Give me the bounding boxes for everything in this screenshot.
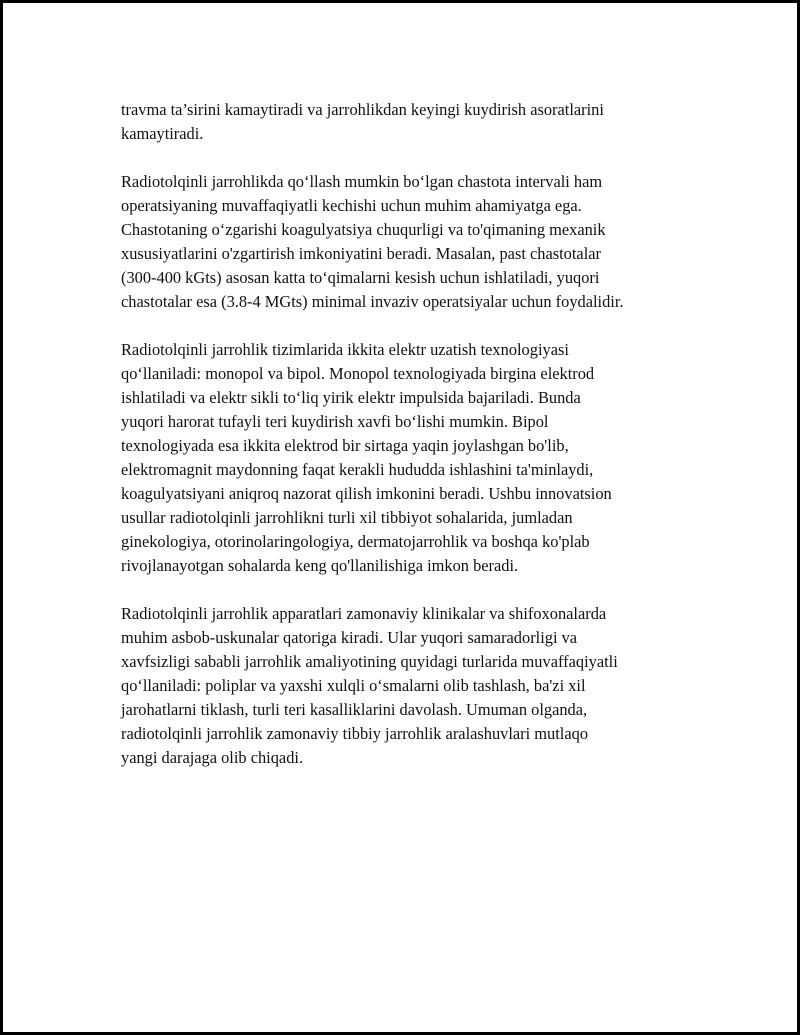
text-line: qo‘llaniladi: monopol va bipol. Monopol texnologiyada birgina elektrod	[121, 364, 595, 383]
paragraph-4	[121, 602, 693, 770]
paragraph-3	[121, 338, 693, 578]
text-line: kamaytiradi.	[121, 124, 204, 143]
text-line: koagulyatsiyani aniqroq nazorat qilish imkonini beradi. Ushbu innovatsion	[121, 484, 612, 503]
text-line: operatsiyaning muvaffaqiyatli kechishi uchun muhim ahamiyatga ega.	[121, 196, 582, 215]
text-line: jarohatlarni tiklash, turli teri kasalliklarini davolash. Umuman olganda,	[121, 700, 588, 719]
document-body	[121, 98, 693, 794]
paragraph-2	[121, 170, 693, 314]
paragraph-1	[121, 98, 693, 146]
text-line: travma ta’sirini kamaytiradi va jarrohlikdan keyingi kuydirish asoratlarini	[121, 100, 604, 119]
text-line: elektromagnit maydonning faqat kerakli hududda ishlashini ta'minlaydi,	[121, 460, 594, 479]
text-line: (300-400 kGts) asosan katta to‘qimalarni kesish uchun ishlatiladi, yuqori	[121, 268, 600, 287]
text-line: rivojlanayotgan sohalarda keng qo'llanilishiga imkon beradi.	[121, 556, 519, 575]
text-line: ishlatiladi va elektr sikli to‘liq yirik elektr impulsida bajariladi. Bunda	[121, 388, 581, 407]
text-line: Radiotolqinli jarrohlik apparatlari zamonaviy klinikalar va shifoxonalarda	[121, 604, 607, 623]
text-line: chastotalar esa (3.8-4 MGts) minimal invaziv operatsiyalar uchun foydalidir.	[121, 292, 624, 311]
text-line: radiotolqinli jarrohlik zamonaviy tibbiy jarrohlik aralashuvlari mutlaqo	[121, 724, 589, 743]
text-line: xususiyatlarini o'zgartirish imkoniyatini beradi. Masalan, past chastotalar	[121, 244, 601, 263]
text-line: yangi darajaga olib chiqadi.	[121, 748, 304, 767]
text-line: Radiotolqinli jarrohlik tizimlarida ikkita elektr uzatish texnologiyasi	[121, 340, 569, 359]
text-line: xavfsizligi sababli jarrohlik amaliyotining quyidagi turlarida muvaffaqiyatli	[121, 652, 618, 671]
text-line: Radiotolqinli jarrohlikda qo‘llash mumkin bo‘lgan chastota intervali ham	[121, 172, 603, 191]
text-line: qo‘llaniladi: poliplar va yaxshi xulqli o‘smalarni olib tashlash, ba'zi xil	[121, 676, 586, 695]
text-line: muhim asbob-uskunalar qatoriga kiradi. Ular yuqori samaradorligi va	[121, 628, 578, 647]
text-line: Chastotaning o‘zgarishi koagulyatsiya chuqurligi va to'qimaning mexanik	[121, 220, 606, 239]
text-line: usullar radiotolqinli jarrohlikni turli xil tibbiyot sohalarida, jumladan	[121, 508, 573, 527]
text-line: yuqori harorat tufayli teri kuydirish xavfi bo‘lishi mumkin. Bipol	[121, 412, 549, 431]
text-line: texnologiyada esa ikkita elektrod bir sirtaga yaqin joylashgan bo'lib,	[121, 436, 569, 455]
text-line: ginekologiya, otorinolaringologiya, dermatojarrohlik va boshqa ko'plab	[121, 532, 590, 551]
